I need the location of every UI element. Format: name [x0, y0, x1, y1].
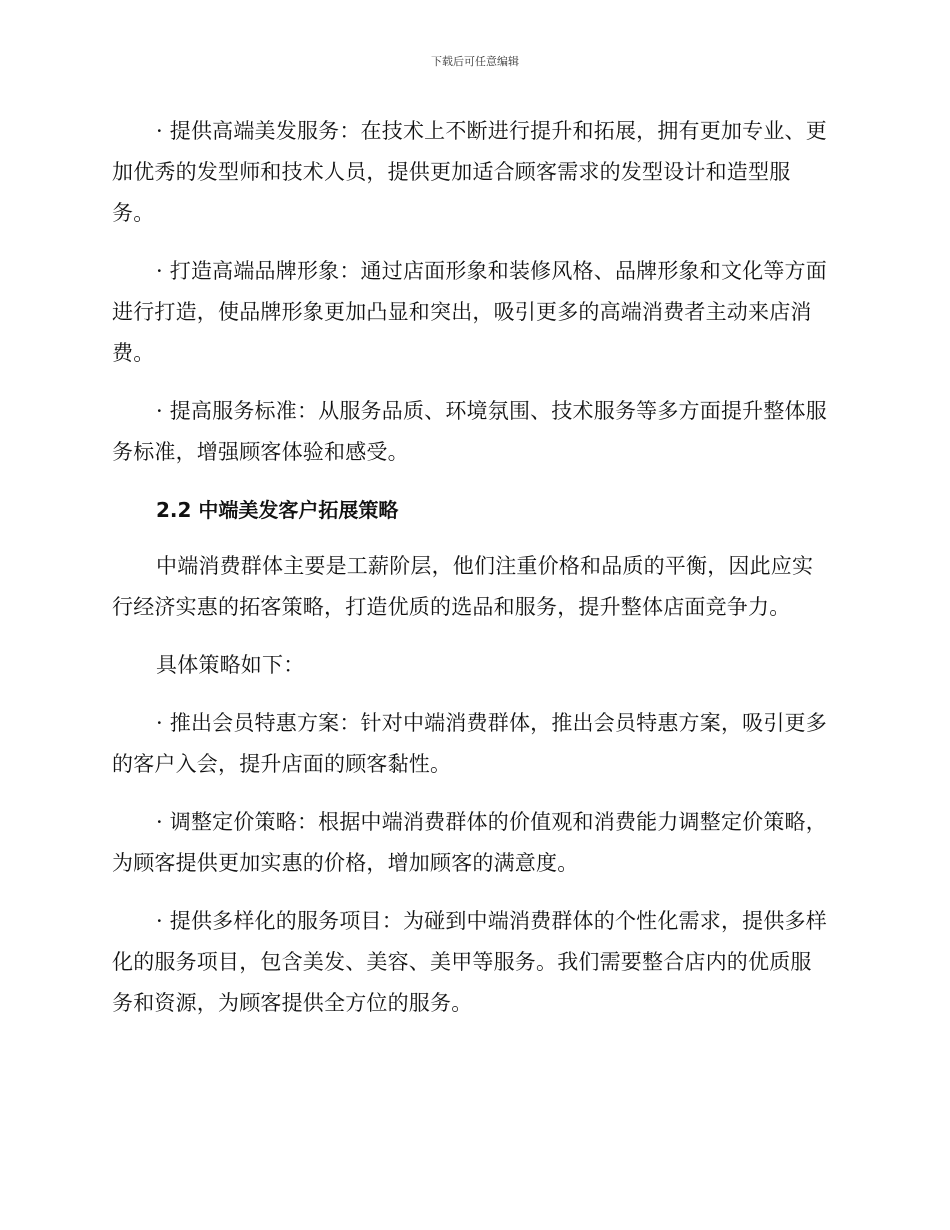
section-heading: 2.2 中端美发客户拓展策略	[156, 498, 399, 522]
list-item-pricing: · 调整定价策略：根据中端消费群体的价值观和消费能力调整定价策略，为顾客提供更加实惠的价格，增加顾客的满意度。	[112, 810, 827, 875]
section-lead: 具体策略如下：	[156, 653, 305, 677]
paragraph-service-standard: · 提高服务标准：从服务品质、环境氛围、技术服务等多方面提升整体服务标准，增强顾客体验和感受。	[112, 399, 827, 464]
list-item-diverse-services: · 提供多样化的服务项目：为碰到中端消费群体的个性化需求，提供多样化的服务项目，包含美发、美容、美甲等服务。我们需要整合店内的优质服务和资源，为顾客提供全方位的服务。	[112, 909, 827, 1015]
paragraph-brand-image: · 打造高端品牌形象：通过店面形象和装修风格、品牌形象和文化等方面进行打造，使品牌形象更加凸显和突出，吸引更多的高端消费者主动来店消费。	[112, 259, 827, 365]
paragraph-high-end-service: · 提供高端美发服务：在技术上不断进行提升和拓展，拥有更加专业、更加优秀的发型师和技术人员，提供更加适合顾客需求的发型设计和造型服务。	[112, 119, 827, 225]
page-header: 下载后可任意编辑	[431, 55, 519, 68]
list-item-membership: · 推出会员特惠方案：针对中端消费群体，推出会员特惠方案，吸引更多的客户入会，提升店面的顾客黏性。	[112, 711, 827, 776]
section-intro: 中端消费群体主要是工薪阶层，他们注重价格和品质的平衡，因此应实行经济实惠的拓客策略，打造优质的选品和服务，提升整体店面竞争力。	[112, 554, 814, 619]
page-content	[112, 111, 832, 1041]
